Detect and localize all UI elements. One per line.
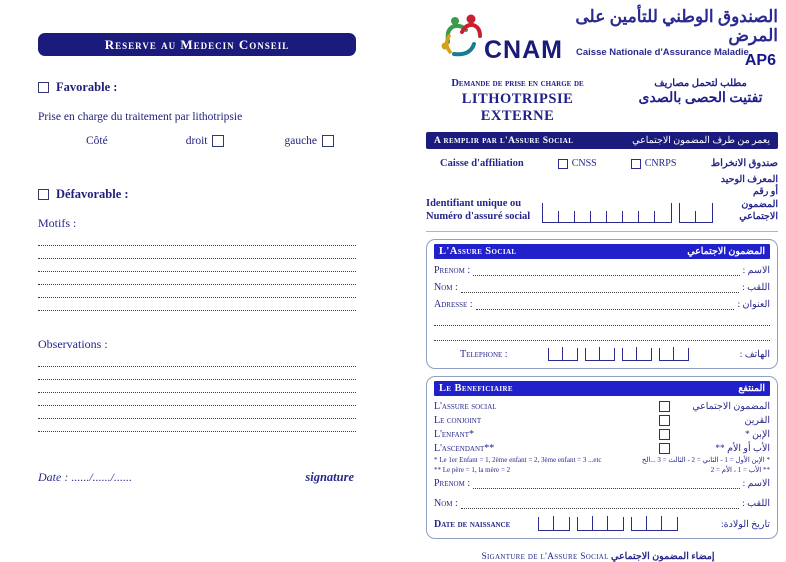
beneficiaire-box: [426, 376, 778, 539]
beneficiaire-assure-label: L'assure social: [434, 401, 497, 413]
beneficiaire-enfant-label-ar: الإبن *: [744, 430, 770, 441]
cnam-arabic-name: الصندوق الوطني للتأمين على المرض: [575, 7, 778, 45]
footnote-enfant-ar: * الإبن الأول = 1 - الثاني = 2 - الثالث = 3 ...الخ: [641, 456, 770, 465]
cnss-checkbox[interactable]: [558, 159, 568, 169]
beneficiaire-header-fr: Le Beneficiaire: [439, 383, 513, 395]
form-title-ar-line1: مطلب لتحمل مصاريف: [654, 78, 747, 89]
beneficiaire-ascendant-label: L'ascendant**: [434, 443, 495, 455]
assure-social-header-ar: المضمون الاجتماعي: [687, 247, 765, 258]
cnam-logo-icon: [440, 12, 484, 61]
beneficiaire-assure-checkbox[interactable]: [659, 401, 670, 412]
observations-lines: [38, 354, 356, 432]
dotted-line: [38, 285, 356, 298]
cnam-header: [426, 8, 778, 70]
dotted-line: [38, 354, 356, 367]
favorable-checkbox[interactable]: [38, 82, 49, 93]
gauche-label: gauche: [284, 135, 318, 147]
cote-label: Côté: [86, 135, 108, 147]
signature-label: signature: [305, 470, 354, 484]
adresse-extra-line[interactable]: [434, 315, 770, 326]
identifiant-label-line1: Identifiant unique ou: [426, 198, 522, 210]
form-code-badge: AP6: [744, 52, 776, 69]
adresse-extra-line[interactable]: [434, 330, 770, 341]
beneficiaire-nom-label: Nom :: [434, 498, 458, 510]
dob-label-ar: تاريخ الولادة:: [721, 519, 770, 530]
telephone-digit-boxes[interactable]: [548, 348, 689, 361]
assure-social-box: [426, 239, 778, 369]
dotted-line: [38, 406, 356, 419]
telephone-label: Telephone :: [460, 349, 508, 361]
nom-input-line[interactable]: [461, 283, 739, 293]
separator: [426, 231, 778, 232]
beneficiaire-ascendant-label-ar: الأب أو الأم **: [715, 444, 770, 455]
footnote-ascendant-fr: ** Le père = 1, la mère = 2: [434, 465, 511, 474]
assure-social-header-fr: L'Assure Social: [439, 246, 517, 258]
beneficiaire-conjoint-label-ar: القرين: [744, 416, 770, 427]
identifiant-digit-boxes[interactable]: [542, 203, 713, 223]
dotted-line: [38, 393, 356, 406]
beneficiaire-enfant-checkbox[interactable]: [659, 429, 670, 440]
dotted-line: [38, 380, 356, 393]
gauche-checkbox[interactable]: [322, 135, 334, 147]
droit-label: droit: [185, 135, 208, 147]
footnote-ascendant-ar: ** الأب = 1 ، الأم = 2: [710, 465, 770, 474]
prenom-label: Prenom :: [434, 265, 471, 277]
cnrps-checkbox[interactable]: [631, 159, 641, 169]
beneficiaire-nom-label-ar: اللقب :: [742, 499, 770, 510]
right-page-assure-social: [398, 0, 786, 562]
dotted-line: [38, 298, 356, 311]
left-page-medecin-conseil: [0, 0, 392, 524]
beneficiaire-enfant-label: L'enfant*: [434, 429, 475, 441]
identifiant-label-ar-line1: المعرف الوحيد أو رقم: [720, 175, 778, 198]
insured-signature-label-fr: Siganture de l'Assure Social: [481, 552, 609, 562]
affiliation-label-ar: صندوق الانخراط: [710, 158, 778, 169]
dotted-line: [38, 419, 356, 432]
telephone-label-ar: الهاتف :: [739, 350, 770, 361]
cnrps-label: CNRPS: [644, 158, 677, 169]
dotted-line: [38, 233, 356, 246]
identifiant-label-ar-line2: المضمون الاجتماعي: [739, 199, 778, 223]
form-title: [426, 78, 778, 125]
nom-label-ar: اللقب :: [742, 283, 770, 294]
reserve-medecin-title: Reserve au Medecin Conseil: [104, 36, 290, 52]
form-title-fr-line2: LITHOTRIPSIE EXTERNE: [461, 91, 574, 124]
dotted-line: [38, 367, 356, 380]
affiliation-row: [426, 158, 778, 169]
prise-en-charge-text: Prise en charge du traitement par lithotripsie: [38, 111, 243, 123]
prenom-input-line[interactable]: [473, 266, 740, 276]
dotted-line: [38, 272, 356, 285]
beneficiaire-prenom-label: Prenom :: [434, 478, 471, 490]
motifs-label: Motifs :: [38, 216, 77, 230]
fill-bar-ar: يعمر من طرف المضمون الاجتماعي: [632, 136, 770, 146]
date-field: Date : ....../....../......: [38, 470, 132, 484]
beneficiaire-assure-label-ar: المضمون الاجتماعي: [692, 402, 770, 413]
beneficiaire-nom-input-line[interactable]: [461, 499, 739, 509]
prenom-label-ar: الاسم :: [742, 266, 770, 277]
signature-row: [426, 551, 778, 562]
beneficiaire-prenom-input-line[interactable]: [473, 479, 740, 489]
identifiant-row: [426, 174, 778, 223]
beneficiaire-prenom-label-ar: الاسم :: [742, 479, 770, 490]
adresse-input-line[interactable]: [476, 300, 735, 310]
cnam-wordmark: CNAM: [484, 35, 563, 64]
dotted-line: [38, 259, 356, 272]
form-title-ar-line2: تفتيت الحصى بالصدى: [638, 91, 763, 106]
beneficiaire-header-ar: المنتفع: [738, 384, 765, 395]
footnote-enfant-fr: * Le 1er Enfant = 1, 2ème enfant = 2, 3ème enfant = 3 ...etc: [434, 456, 602, 465]
nom-label: Nom :: [434, 282, 458, 294]
motifs-lines: [38, 233, 356, 311]
beneficiaire-conjoint-checkbox[interactable]: [659, 415, 670, 426]
defavorable-label: Défavorable :: [56, 187, 129, 201]
affiliation-label: Caisse d'affiliation: [440, 158, 524, 169]
favorable-label: Favorable :: [56, 80, 118, 94]
defavorable-checkbox[interactable]: [38, 189, 49, 200]
fill-bar-fr: A remplir par l'Assure Social: [434, 135, 574, 146]
form-title-fr-line1: Demande de prise en charge de: [451, 78, 584, 89]
reserve-medecin-header: [38, 33, 356, 56]
observations-label: Observations :: [38, 337, 108, 351]
cnss-label: CNSS: [571, 158, 597, 169]
fill-by-insured-bar: [426, 132, 778, 149]
adresse-label: Adresse :: [434, 299, 473, 311]
dotted-line: [38, 246, 356, 259]
droit-checkbox[interactable]: [212, 135, 224, 147]
dob-label: Date de naissance: [434, 518, 511, 530]
adresse-label-ar: العنوان :: [737, 300, 770, 311]
beneficiaire-conjoint-label: Le conjoint: [434, 415, 482, 427]
dob-digit-boxes[interactable]: [538, 517, 678, 531]
cnam-french-name: Caisse Nationale d'Assurance Maladie: [576, 47, 749, 59]
insured-signature-label-ar: إمضاء المضمون الاجتماعي: [611, 552, 715, 562]
beneficiaire-ascendant-checkbox[interactable]: [659, 443, 670, 454]
identifiant-label-line2: Numéro d'assuré social: [426, 211, 531, 223]
